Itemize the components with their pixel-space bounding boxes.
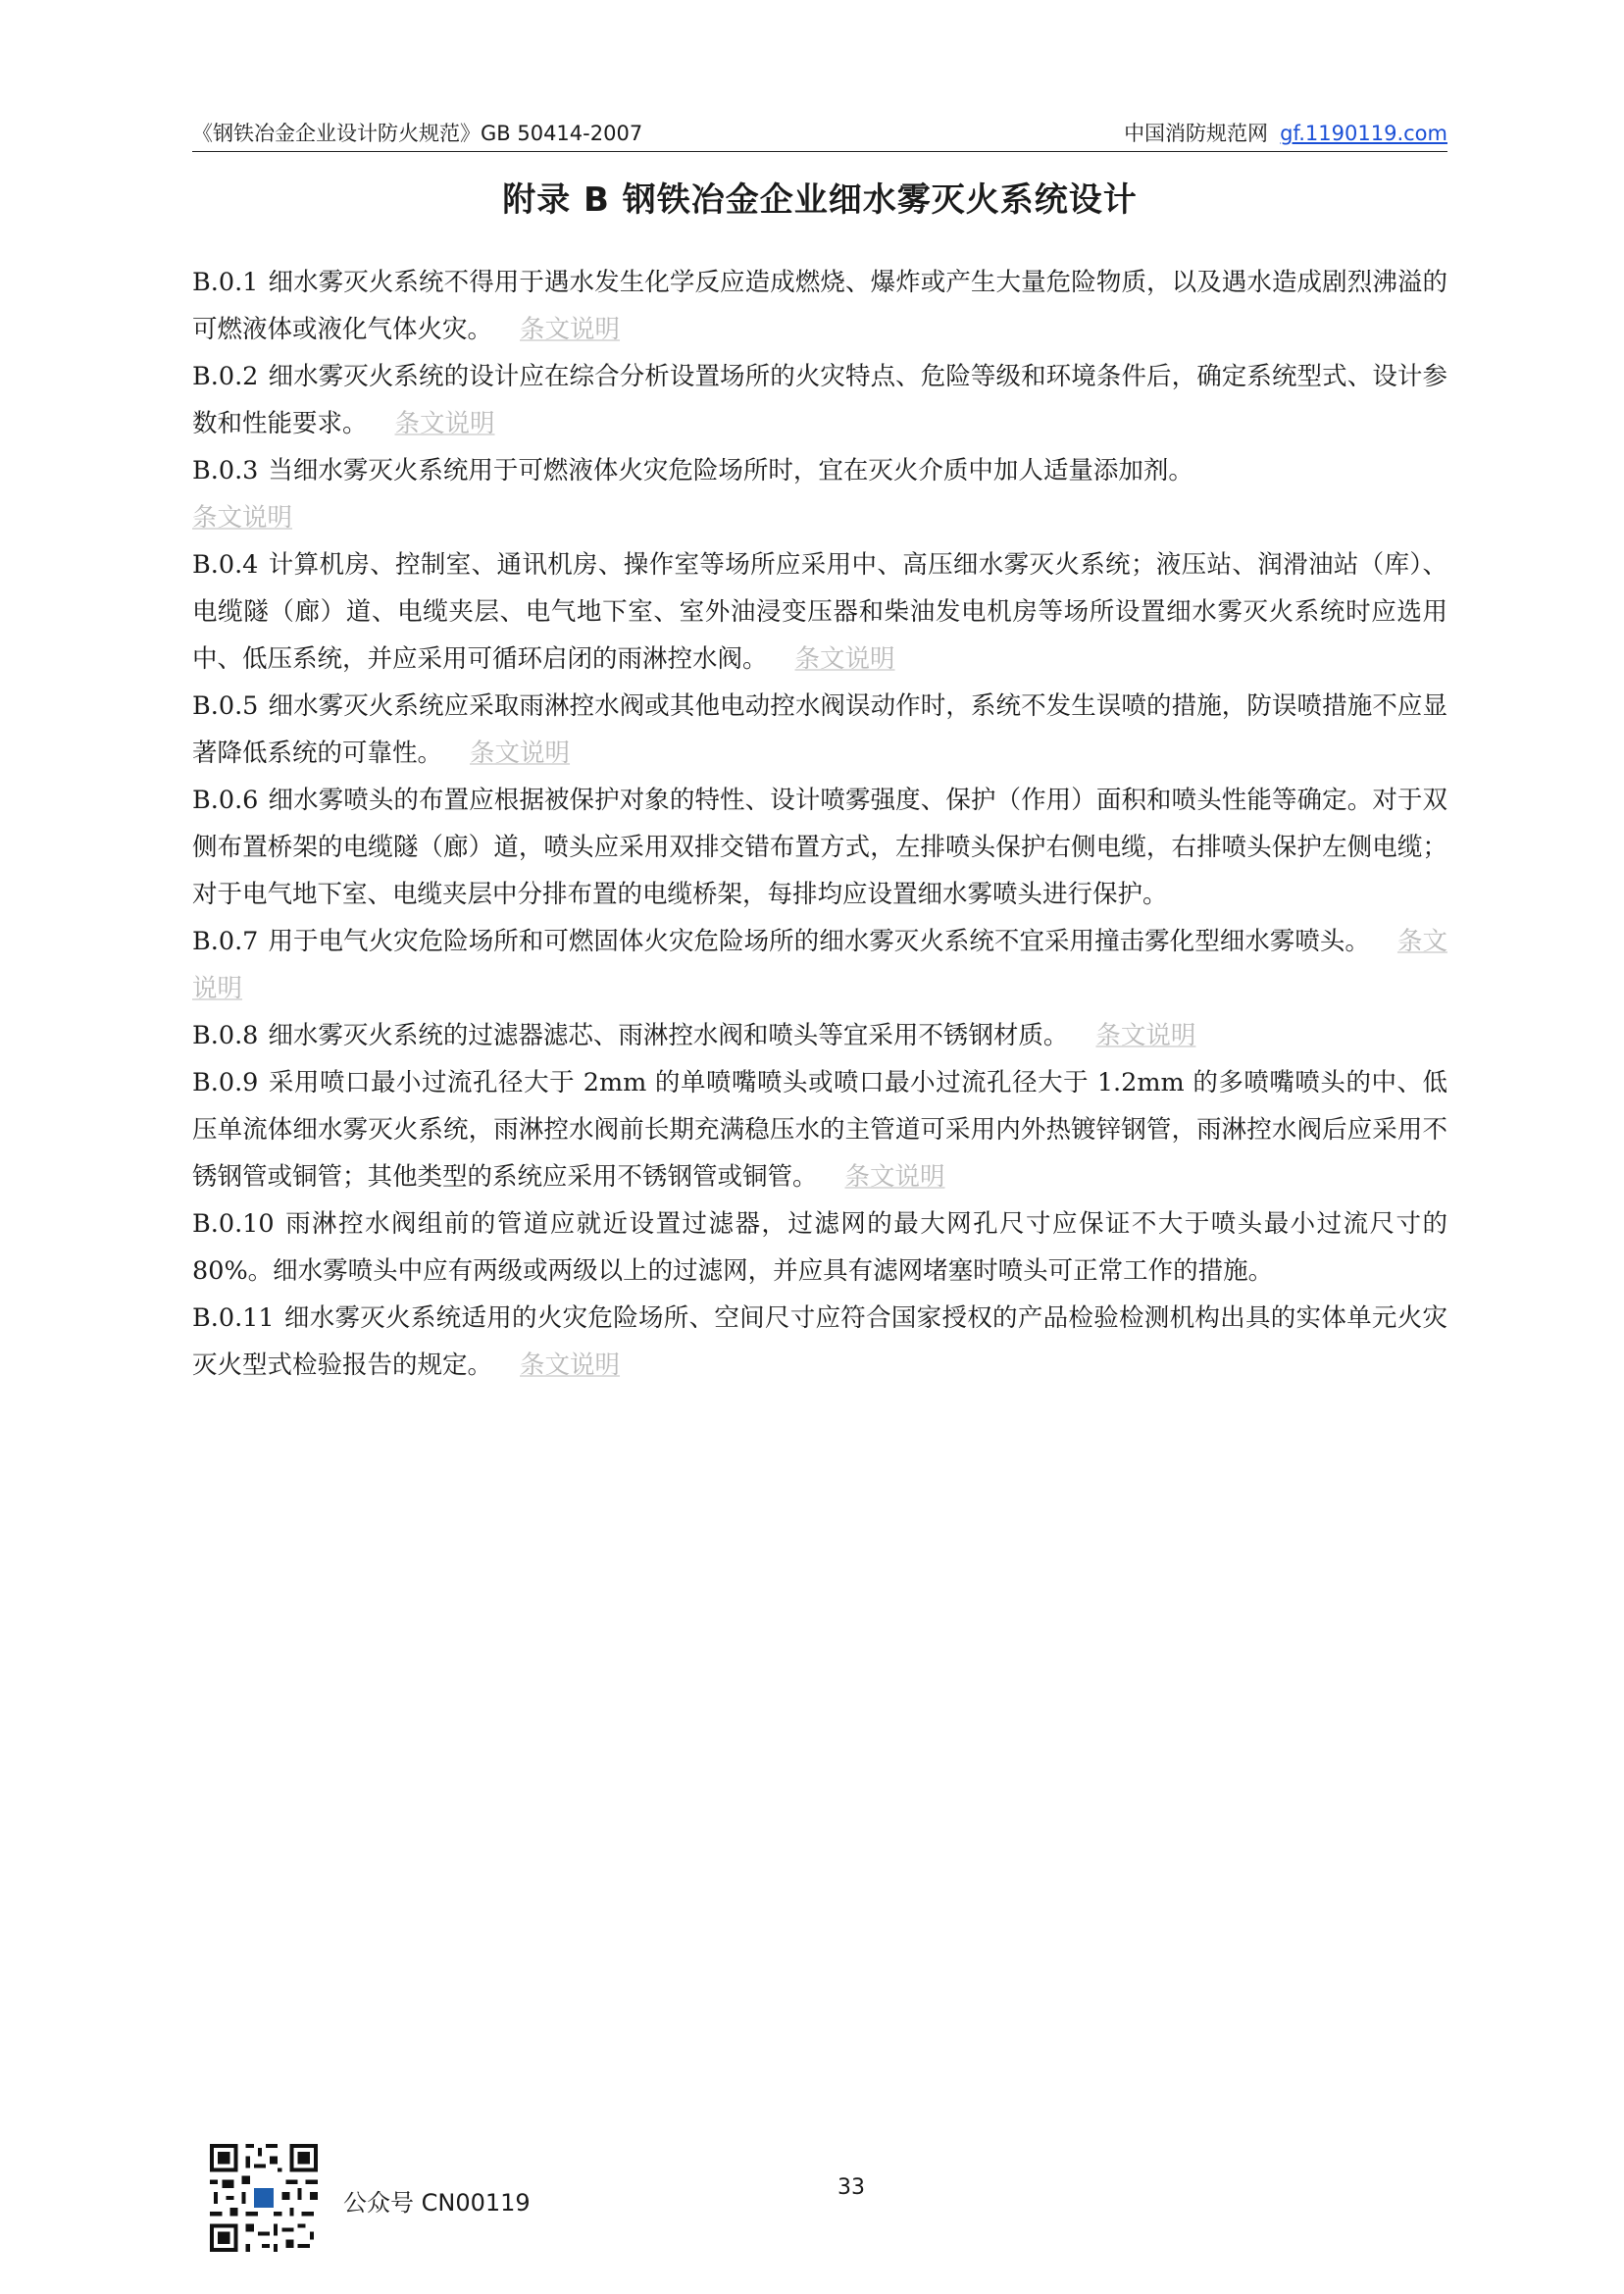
explanation-link[interactable]: 条文说明 bbox=[844, 1162, 945, 1192]
clause-b-0-11 bbox=[192, 1295, 1447, 1389]
clause-text: 当细水雾灭火系统用于可燃液体火灾危险场所时，宜在灭火介质中加人适量添加剂。 bbox=[268, 456, 1193, 485]
clause-b-0-10 bbox=[192, 1200, 1447, 1295]
clause-number: B.0.5 bbox=[192, 691, 259, 721]
page-header bbox=[192, 118, 1447, 152]
qr-code bbox=[206, 2140, 322, 2256]
clause-number: B.0.2 bbox=[192, 362, 259, 391]
clause-b-0-2 bbox=[192, 353, 1447, 447]
clause-number: B.0.1 bbox=[192, 268, 259, 297]
clause-number: B.0.3 bbox=[192, 456, 259, 485]
clause-number: B.0.7 bbox=[192, 927, 259, 956]
explanation-link[interactable]: 条文说明 bbox=[192, 927, 1447, 1003]
header-site-name: 中国消防规范网 bbox=[1124, 122, 1269, 145]
clause-text: 细水雾灭火系统不得用于遇水发生化学反应造成燃烧、爆炸或产生大量危险物质，以及遇水造成剧烈沸溢的可燃液体或液化气体火灾。 bbox=[192, 268, 1447, 344]
clause-number: B.0.10 bbox=[192, 1209, 275, 1239]
header-site-link[interactable]: gf.1190119.com bbox=[1280, 122, 1447, 145]
clause-text: 雨淋控水阀组前的管道应就近设置过滤器，过滤网的最大网孔尺寸应保证不大于喷头最小过流尺寸的 80%。细水雾喷头中应有两级或两级以上的过滤网，并应具有滤网堵塞时喷头可正常工作的措施。 bbox=[192, 1209, 1447, 1286]
clause-text: 细水雾喷头的布置应根据被保护对象的特性、设计喷雾强度、保护（作用）面积和喷头性能等确定。对于双侧布置桥架的电缆隧（廊）道，喷头应采用双排交错布置方式，左排喷头保护右侧电缆，右排喷头保护左侧电缆；对于电气地下室、电缆夹层中分排布置的电缆桥架，每排均应设置细水雾喷头进行保护。 bbox=[192, 786, 1447, 909]
explanation-link[interactable]: 条文说明 bbox=[794, 644, 895, 674]
clause-number: B.0.6 bbox=[192, 786, 259, 815]
clause-text: 计算机房、控制室、通讯机房、操作室等场所应采用中、高压细水雾灭火系统；液压站、润滑油站（库）、电缆隧（廊）道、电缆夹层、电气地下室、室外油浸变压器和柴油发电机房等场所设置细水雾灭火系统时应选用中、低压系统，并应采用可循环启闭的雨淋控水阀。 bbox=[192, 550, 1447, 674]
explanation-link[interactable]: 条文说明 bbox=[520, 1351, 621, 1380]
explanation-link[interactable]: 条文说明 bbox=[520, 315, 621, 344]
clause-number: B.0.11 bbox=[192, 1303, 275, 1333]
explanation-link[interactable]: 条文说明 bbox=[1095, 1021, 1196, 1050]
footer-account: 公众号 CN00119 bbox=[343, 2189, 531, 2217]
clause-number: B.0.8 bbox=[192, 1021, 259, 1050]
clause-text: 采用喷口最小过流孔径大于 2mm 的单喷嘴喷头或喷口最小过流孔径大于 1.2mm 的多喷嘴喷头的中、低压单流体细水雾灭火系统，雨淋控水阀前长期充满稳压水的主管道可采用内外热镀锌钢管，雨淋控水阀后应采用不锈钢管或铜管；其他类型的系统应采用不锈钢管或铜管。 bbox=[192, 1068, 1447, 1192]
clause-number: B.0.9 bbox=[192, 1068, 259, 1097]
clause-text: 细水雾灭火系统的过滤器滤芯、雨淋控水阀和喷头等宜采用不锈钢材质。 bbox=[268, 1021, 1069, 1050]
clause-text: 细水雾灭火系统适用的火灾危险场所、空间尺寸应符合国家授权的产品检验检测机构出具的实体单元火灾灭火型式检验报告的规定。 bbox=[192, 1303, 1447, 1380]
clause-number: B.0.4 bbox=[192, 550, 259, 580]
clause-b-0-4 bbox=[192, 541, 1447, 683]
page-title: 附录 B 钢铁冶金企业细水雾灭火系统设计 bbox=[502, 180, 1138, 220]
clause-b-0-9 bbox=[192, 1059, 1447, 1200]
clause-text: 细水雾灭火系统应采取雨淋控水阀或其他电动控水阀误动作时，系统不发生误喷的措施，防误喷措施不应显著降低系统的可靠性。 bbox=[192, 691, 1447, 768]
clause-text: 用于电气火灾危险场所和可燃固体火灾危险场所的细水雾灭火系统不宜采用撞击雾化型细水雾喷头。 bbox=[268, 927, 1370, 956]
clause-b-0-5 bbox=[192, 683, 1447, 777]
clause-b-0-3 bbox=[192, 447, 1447, 541]
clause-b-0-1 bbox=[192, 259, 1447, 353]
clause-b-0-6 bbox=[192, 777, 1447, 918]
header-site bbox=[1124, 118, 1447, 147]
clause-b-0-7 bbox=[192, 918, 1447, 1012]
explanation-link[interactable]: 条文说明 bbox=[192, 503, 293, 533]
clause-b-0-8 bbox=[192, 1012, 1447, 1059]
header-standard-name: 《钢铁冶金企业设计防火规范》GB 50414-2007 bbox=[192, 122, 643, 145]
explanation-link[interactable]: 条文说明 bbox=[394, 409, 495, 438]
clause-text: 细水雾灭火系统的设计应在综合分析设置场所的火灾特点、危险等级和环境条件后，确定系统型式、设计参数和性能要求。 bbox=[192, 362, 1447, 438]
explanation-link[interactable]: 条文说明 bbox=[470, 739, 571, 768]
page-number: 33 bbox=[837, 2175, 865, 2200]
clause-list bbox=[192, 259, 1447, 1389]
